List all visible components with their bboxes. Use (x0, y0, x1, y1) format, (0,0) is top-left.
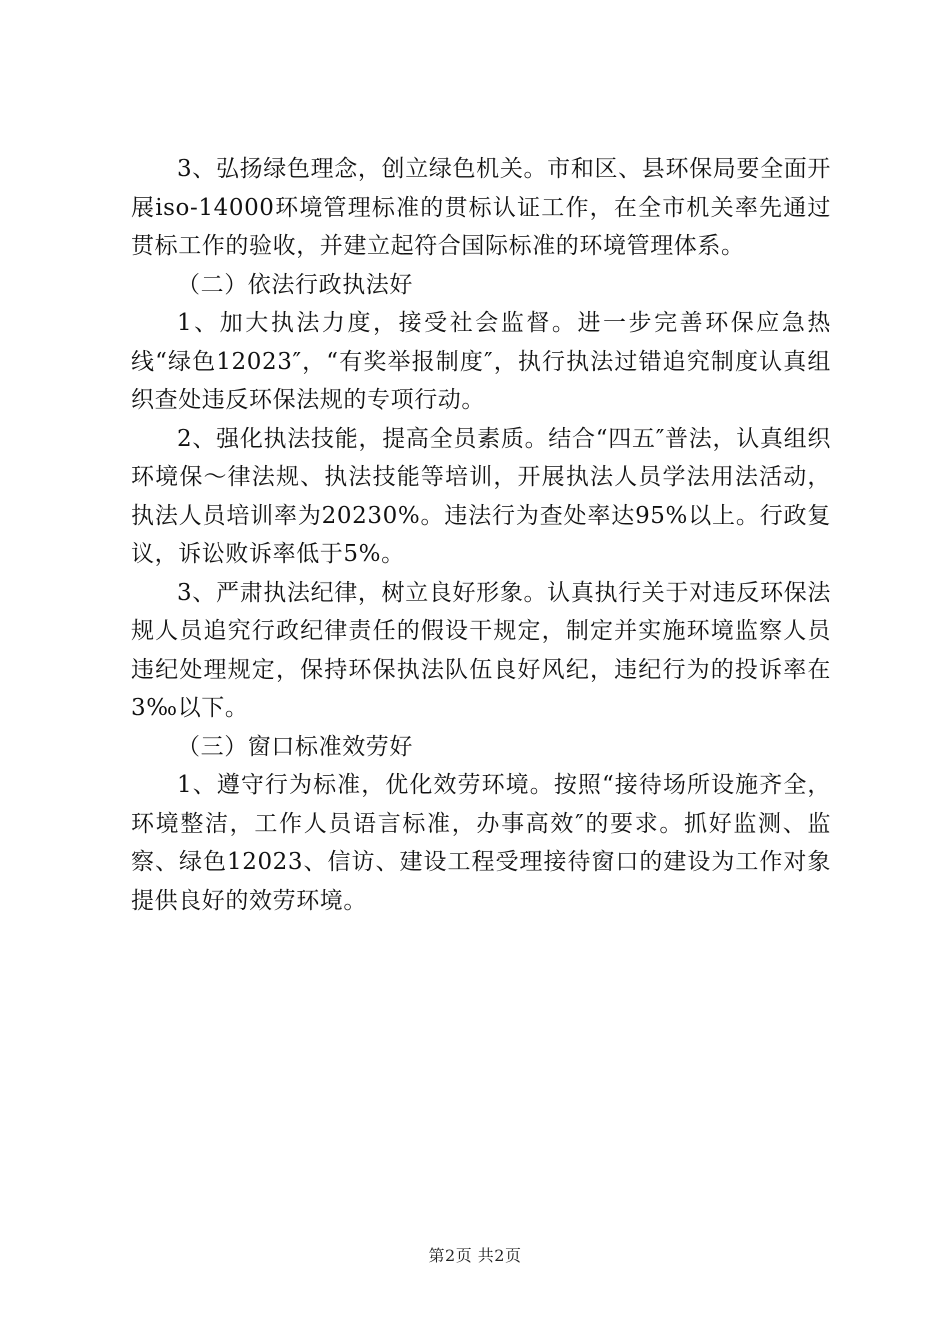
section-heading-law-enforcement: （二）依法行政执法好 (177, 271, 413, 298)
paragraph-service-environment: 1、遵守行为标准，优化效劳环境。按照“接待场所设施齐全，环境整洁，工作人员语言标准，办事高效″的要求。抓好监测、监察、绿色12023、信访、建设工程受理接待窗口的建设为工作对象提供良好的效劳环境。 (131, 772, 831, 914)
paragraph-green-office: 3、弘扬绿色理念，创立绿色机关。市和区、县环保局要全面开展iso-14000环境管理标准的贯标认证工作，在全市机关率先通过贯标工作的验收，并建立起符合国际标准的环境管理体系。 (131, 156, 831, 259)
section-heading-window-service: （三）窗口标准效劳好 (177, 733, 413, 760)
paragraph-enforcement-strength: 1、加大执法力度，接受社会监督。进一步完善环保应急热线“绿色12023″，“有奖举报制度″，执行执法过错追究制度认真组织查处违反环保法规的专项行动。 (131, 310, 831, 413)
paragraph-enforcement-skills: 2、强化执法技能，提高全员素质。结合“四五″普法，认真组织环境保～律法规、执法技能等培训，开展执法人员学法用法活动，执法人员培训率为20230%。违法行为查处率达95%以上。行政复议，诉讼败诉率低于5%。 (131, 425, 831, 567)
document-body (131, 150, 831, 920)
paragraph-enforcement-discipline: 3、严肃执法纪律，树立良好形象。认真执行关于对违反环保法规人员追究行政纪律责任的假设干规定，制定并实施环境监察人员违纪处理规定，保持环保执法队伍良好风纪，违纪行为的投诉率在3‰以下。 (131, 579, 831, 721)
page-footer: 第2页 共2页 (428, 1246, 522, 1265)
